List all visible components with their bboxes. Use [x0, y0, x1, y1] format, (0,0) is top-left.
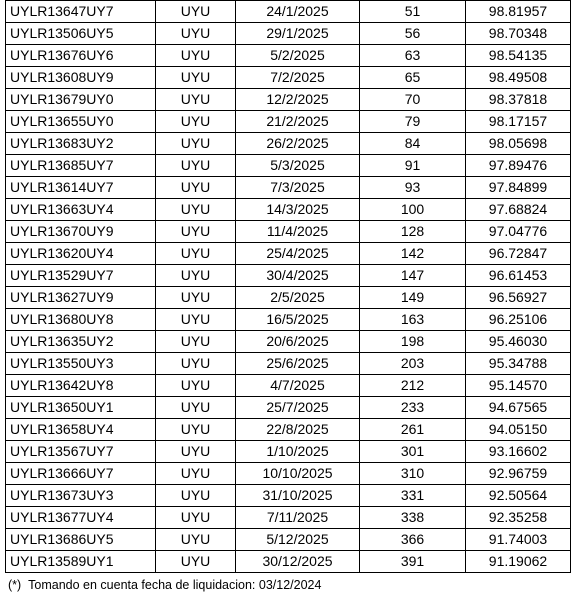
cell-currency: UYU: [156, 551, 236, 573]
cell-code: UYLR13663UY4: [6, 199, 156, 221]
cell-days: 301: [360, 441, 466, 463]
bond-price-table: [5, 0, 571, 573]
table-row: [6, 331, 571, 353]
cell-price: 92.50564: [466, 485, 571, 507]
cell-date: 7/11/2025: [236, 507, 360, 529]
cell-price: 98.54135: [466, 45, 571, 67]
cell-days: 70: [360, 89, 466, 111]
cell-days: 65: [360, 67, 466, 89]
cell-date: 20/6/2025: [236, 331, 360, 353]
cell-currency: UYU: [156, 397, 236, 419]
cell-days: 338: [360, 507, 466, 529]
cell-price: 98.37818: [466, 89, 571, 111]
table-row: [6, 243, 571, 265]
table-row: [6, 551, 571, 573]
cell-days: 198: [360, 331, 466, 353]
cell-price: 98.49508: [466, 67, 571, 89]
bond-price-table-container: [5, 0, 570, 573]
cell-currency: UYU: [156, 485, 236, 507]
cell-code: UYLR13686UY5: [6, 529, 156, 551]
cell-price: 92.96759: [466, 463, 571, 485]
cell-currency: UYU: [156, 23, 236, 45]
cell-days: 84: [360, 133, 466, 155]
table-row: [6, 441, 571, 463]
cell-code: UYLR13673UY3: [6, 485, 156, 507]
table-row: [6, 133, 571, 155]
cell-date: 26/2/2025: [236, 133, 360, 155]
table-row: [6, 221, 571, 243]
cell-date: 10/10/2025: [236, 463, 360, 485]
table-row: [6, 1, 571, 23]
cell-days: 212: [360, 375, 466, 397]
table-body: [6, 1, 571, 573]
cell-price: 96.56927: [466, 287, 571, 309]
cell-price: 96.25106: [466, 309, 571, 331]
footnote: [8, 577, 321, 593]
cell-code: UYLR13567UY7: [6, 441, 156, 463]
cell-currency: UYU: [156, 45, 236, 67]
cell-price: 97.04776: [466, 221, 571, 243]
table-row: [6, 397, 571, 419]
cell-days: 331: [360, 485, 466, 507]
cell-price: 97.89476: [466, 155, 571, 177]
cell-currency: UYU: [156, 1, 236, 23]
cell-code: UYLR13589UY1: [6, 551, 156, 573]
cell-code: UYLR13550UY3: [6, 353, 156, 375]
cell-date: 22/8/2025: [236, 419, 360, 441]
cell-code: UYLR13666UY7: [6, 463, 156, 485]
cell-price: 97.84899: [466, 177, 571, 199]
cell-days: 63: [360, 45, 466, 67]
cell-days: 91: [360, 155, 466, 177]
cell-code: UYLR13627UY9: [6, 287, 156, 309]
table-row: [6, 529, 571, 551]
cell-days: 203: [360, 353, 466, 375]
cell-price: 91.74003: [466, 529, 571, 551]
cell-date: 5/2/2025: [236, 45, 360, 67]
cell-code: UYLR13614UY7: [6, 177, 156, 199]
cell-date: 5/12/2025: [236, 529, 360, 551]
cell-price: 94.67565: [466, 397, 571, 419]
cell-currency: UYU: [156, 199, 236, 221]
cell-currency: UYU: [156, 353, 236, 375]
table-row: [6, 199, 571, 221]
cell-date: 5/3/2025: [236, 155, 360, 177]
table-row: [6, 463, 571, 485]
cell-code: UYLR13635UY2: [6, 331, 156, 353]
cell-price: 92.35258: [466, 507, 571, 529]
cell-price: 96.61453: [466, 265, 571, 287]
cell-currency: UYU: [156, 177, 236, 199]
table-row: [6, 507, 571, 529]
cell-date: 12/2/2025: [236, 89, 360, 111]
table-row: [6, 265, 571, 287]
cell-currency: UYU: [156, 441, 236, 463]
cell-price: 95.14570: [466, 375, 571, 397]
cell-code: UYLR13679UY0: [6, 89, 156, 111]
cell-price: 95.46030: [466, 331, 571, 353]
cell-days: 366: [360, 529, 466, 551]
cell-price: 98.17157: [466, 111, 571, 133]
cell-price: 93.16602: [466, 441, 571, 463]
cell-days: 142: [360, 243, 466, 265]
cell-price: 98.81957: [466, 1, 571, 23]
cell-currency: UYU: [156, 221, 236, 243]
cell-date: 2/5/2025: [236, 287, 360, 309]
cell-date: 25/6/2025: [236, 353, 360, 375]
cell-price: 98.70348: [466, 23, 571, 45]
cell-price: 97.68824: [466, 199, 571, 221]
cell-currency: UYU: [156, 155, 236, 177]
table-row: [6, 67, 571, 89]
cell-currency: UYU: [156, 265, 236, 287]
cell-date: 25/7/2025: [236, 397, 360, 419]
cell-price: 95.34788: [466, 353, 571, 375]
cell-date: 30/12/2025: [236, 551, 360, 573]
cell-currency: UYU: [156, 89, 236, 111]
table-row: [6, 23, 571, 45]
table-row: [6, 309, 571, 331]
cell-days: 51: [360, 1, 466, 23]
cell-code: UYLR13650UY1: [6, 397, 156, 419]
cell-days: 233: [360, 397, 466, 419]
cell-currency: UYU: [156, 133, 236, 155]
cell-code: UYLR13676UY6: [6, 45, 156, 67]
cell-code: UYLR13608UY9: [6, 67, 156, 89]
cell-date: 25/4/2025: [236, 243, 360, 265]
cell-date: 7/3/2025: [236, 177, 360, 199]
cell-price: 94.05150: [466, 419, 571, 441]
cell-date: 29/1/2025: [236, 23, 360, 45]
cell-currency: UYU: [156, 375, 236, 397]
cell-days: 93: [360, 177, 466, 199]
cell-currency: UYU: [156, 507, 236, 529]
cell-code: UYLR13685UY7: [6, 155, 156, 177]
cell-date: 31/10/2025: [236, 485, 360, 507]
table-row: [6, 287, 571, 309]
table-row: [6, 111, 571, 133]
cell-days: 310: [360, 463, 466, 485]
cell-currency: UYU: [156, 463, 236, 485]
table-row: [6, 155, 571, 177]
cell-currency: UYU: [156, 243, 236, 265]
cell-date: 7/2/2025: [236, 67, 360, 89]
cell-date: 24/1/2025: [236, 1, 360, 23]
table-row: [6, 177, 571, 199]
cell-currency: UYU: [156, 287, 236, 309]
footnote-text: Tomando en cuenta fecha de liquidacion: 03/12/2024: [28, 578, 322, 592]
cell-days: 128: [360, 221, 466, 243]
cell-code: UYLR13620UY4: [6, 243, 156, 265]
cell-days: 261: [360, 419, 466, 441]
cell-days: 149: [360, 287, 466, 309]
cell-code: UYLR13647UY7: [6, 1, 156, 23]
cell-code: UYLR13655UY0: [6, 111, 156, 133]
cell-code: UYLR13506UY5: [6, 23, 156, 45]
cell-price: 96.72847: [466, 243, 571, 265]
table-row: [6, 353, 571, 375]
table-row: [6, 419, 571, 441]
cell-code: UYLR13670UY9: [6, 221, 156, 243]
cell-date: 14/3/2025: [236, 199, 360, 221]
cell-date: 4/7/2025: [236, 375, 360, 397]
cell-currency: UYU: [156, 419, 236, 441]
cell-date: 21/2/2025: [236, 111, 360, 133]
table-row: [6, 375, 571, 397]
cell-currency: UYU: [156, 309, 236, 331]
cell-days: 147: [360, 265, 466, 287]
table-row: [6, 89, 571, 111]
cell-days: 79: [360, 111, 466, 133]
cell-date: 16/5/2025: [236, 309, 360, 331]
cell-days: 163: [360, 309, 466, 331]
cell-code: UYLR13658UY4: [6, 419, 156, 441]
cell-currency: UYU: [156, 331, 236, 353]
cell-date: 1/10/2025: [236, 441, 360, 463]
cell-days: 100: [360, 199, 466, 221]
cell-date: 11/4/2025: [236, 221, 360, 243]
cell-code: UYLR13677UY4: [6, 507, 156, 529]
table-row: [6, 45, 571, 67]
cell-currency: UYU: [156, 111, 236, 133]
cell-code: UYLR13642UY8: [6, 375, 156, 397]
cell-price: 91.19062: [466, 551, 571, 573]
cell-code: UYLR13683UY2: [6, 133, 156, 155]
cell-date: 30/4/2025: [236, 265, 360, 287]
cell-currency: UYU: [156, 529, 236, 551]
footnote-marker: (*): [8, 578, 22, 592]
cell-currency: UYU: [156, 67, 236, 89]
cell-code: UYLR13529UY7: [6, 265, 156, 287]
table-row: [6, 485, 571, 507]
cell-price: 98.05698: [466, 133, 571, 155]
cell-days: 56: [360, 23, 466, 45]
cell-days: 391: [360, 551, 466, 573]
cell-code: UYLR13680UY8: [6, 309, 156, 331]
